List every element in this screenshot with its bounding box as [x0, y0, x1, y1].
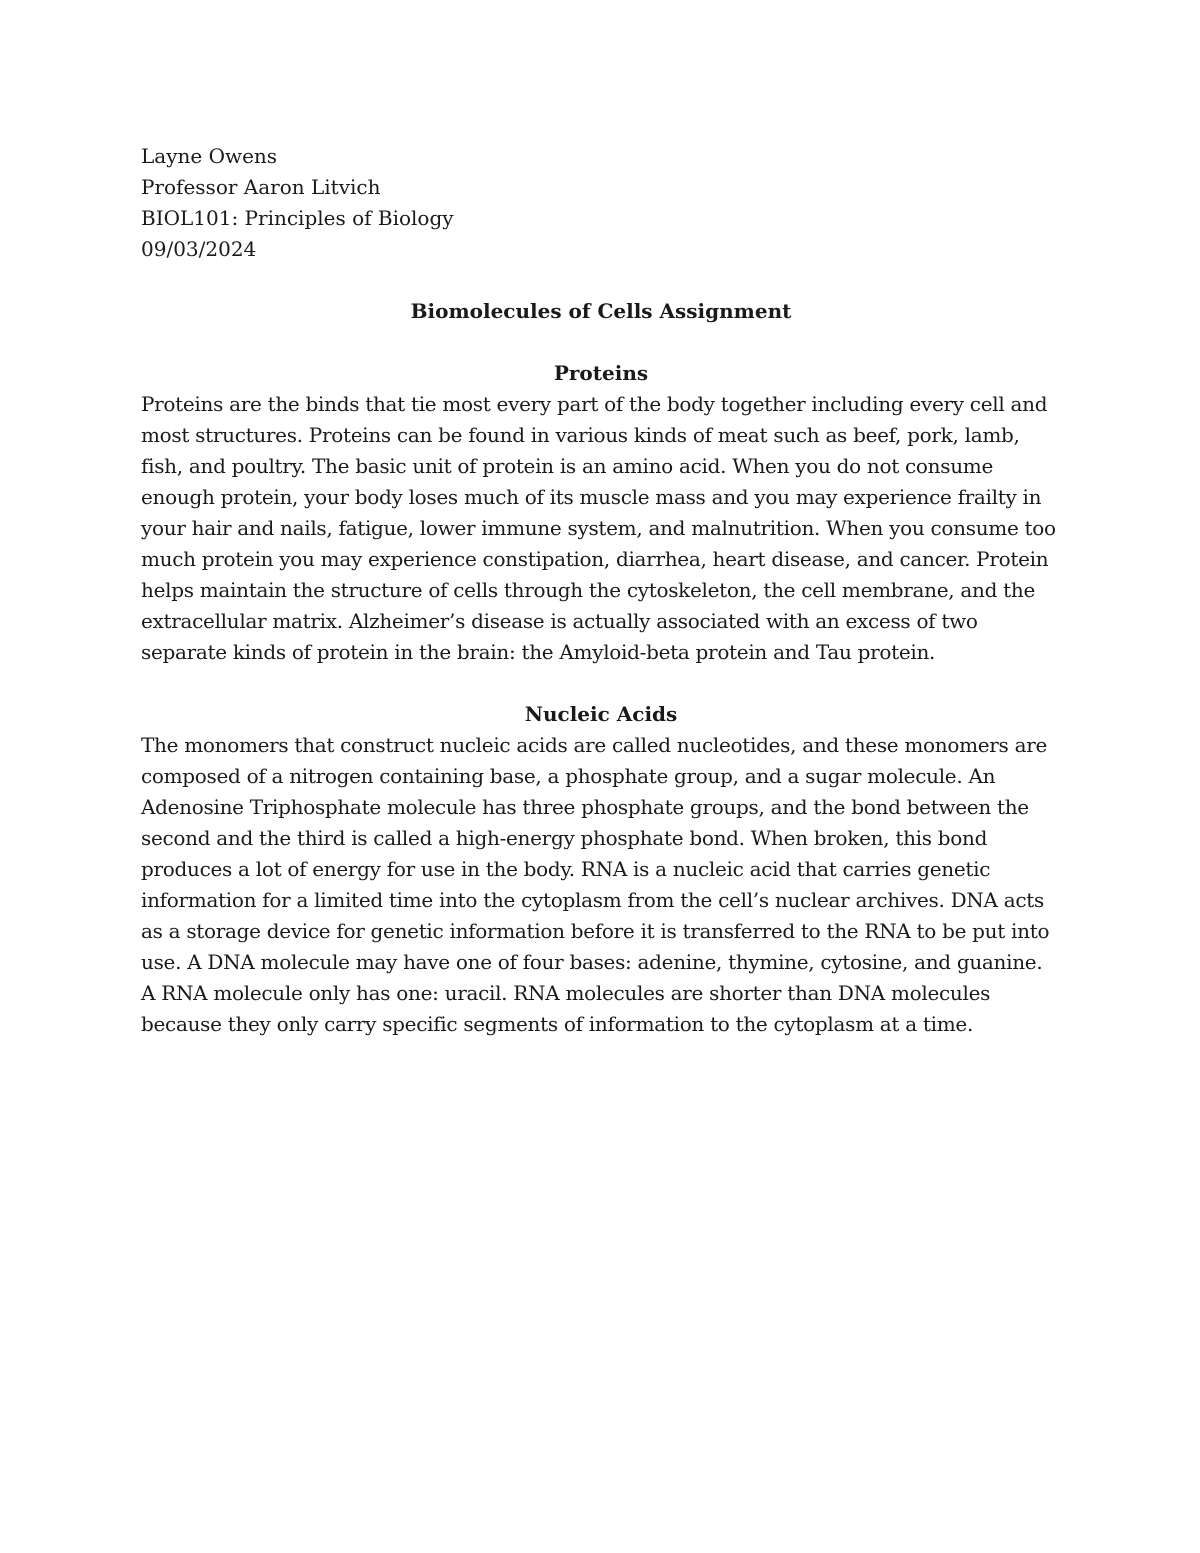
section-heading-proteins: Proteins: [553, 361, 649, 385]
document-page: [141, 141, 1061, 1040]
student-name: Layne Owens: [141, 144, 278, 168]
course-name: BIOL101: Principles of Biology: [141, 206, 454, 230]
section-body-nucleic-acids: The monomers that construct nucleic acids are called nucleotides, and these monomers are composed of a nitrogen containing base, a phosphate group, and a sugar molecule. An Adenosine Triphosphate molecule has three phosphate groups, and the bond between the second and the third is called a high-energy phosphate bond. When broken, this bond produces a lot of energy for use in the body. RNA is a nucleic acid that carries genetic information for a limited time into the cytoplasm from the cell’s nuclear archives. DNA acts as a storage device for genetic information before it is transferred to the RNA to be put into use. A DNA molecule may have one of four bases: adenine, thymine, cytosine, and guanine. A RNA molecule only has one: uracil. RNA molecules are shorter than DNA molecules because they only carry specific segments of information to the cytoplasm at a time.: [141, 733, 1050, 1036]
document-title: Biomolecules of Cells Assignment: [410, 299, 792, 323]
assignment-date: 09/03/2024: [141, 237, 257, 261]
professor-name: Professor Aaron Litvich: [141, 175, 381, 199]
section-heading-nucleic-acids: Nucleic Acids: [524, 702, 678, 726]
section-body-proteins: Proteins are the binds that tie most every part of the body together including every cell and most structures. Proteins can be found in various kinds of meat such as beef, pork, lamb, fish, and poultry. The basic unit of protein is an amino acid. When you do not consume enough protein, your body loses much of its muscle mass and you may experience frailty in your hair and nails, fatigue, lower immune system, and malnutrition. When you consume too much protein you may experience constipation, diarrhea, heart disease, and cancer. Protein helps maintain the structure of cells through the cytoskeleton, the cell membrane, and the extracellular matrix. Alzheimer’s disease is actually associated with an excess of two separate kinds of protein in the brain: the Amyloid-beta protein and Tau protein.: [141, 392, 1056, 664]
